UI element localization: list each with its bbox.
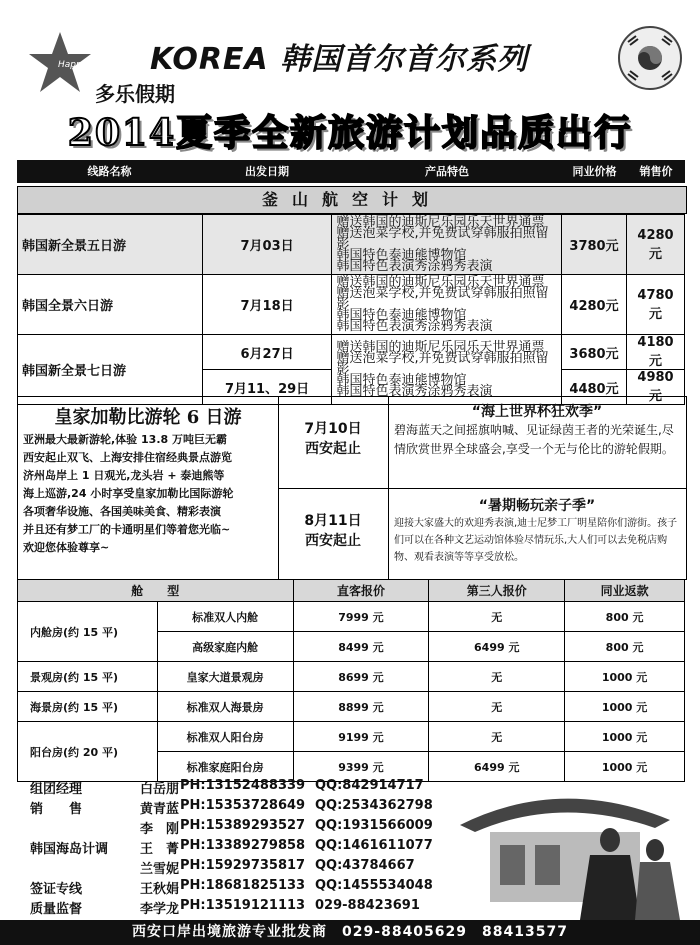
cabin-third: 6499 元 — [429, 752, 565, 782]
cabin-price: 8499 元 — [293, 632, 429, 662]
cabin-rebate: 1000 元 — [565, 692, 685, 722]
cabin-type: 标准家庭阳台房 — [157, 752, 293, 782]
peer-price: 4480元 — [562, 370, 627, 405]
peer-price: 4280元 — [562, 275, 627, 335]
cabin-third: 6499 元 — [429, 632, 565, 662]
cabin-third: 无 — [429, 722, 565, 752]
table-row — [18, 580, 685, 602]
korean-house-illustration-icon — [440, 770, 685, 920]
route-name: 韩国新全景七日游 — [18, 335, 203, 405]
cabin-rebate: 800 元 — [565, 602, 685, 632]
route-features: 赠送韩国的迪斯尼乐园乐天世界通票 赠送泡菜学校,并免费试穿韩服拍照留影 韩国特色泰迪熊博物馆 韩国特色表演秀涂鸦秀表演 — [332, 335, 562, 405]
cabin-price: 7999 元 — [293, 602, 429, 632]
cruise-departures — [278, 397, 389, 579]
cabin-group: 海景房(约 15 平) — [18, 692, 158, 722]
section-title: 釜山航空计划 — [17, 186, 687, 214]
brand-english: Happy Holiday — [58, 60, 124, 70]
cabin-rebate: 1000 元 — [565, 722, 685, 752]
route-name: 韩国全景六日游 — [18, 275, 203, 335]
table-row — [18, 662, 685, 692]
cabin-group: 内舱房(约 15 平) — [18, 602, 158, 662]
departure-2: 8月11日 西安起止 — [304, 513, 362, 549]
cruise-description: 亚洲最大最新游轮,体验 13.8 万吨巨无霸 西安起止双飞、上海安排住宿经典景点游览 济州岛岸上 1 日观光,龙头岩 + 泰迪熊等 海上巡游,24 小时享受皇家加勒比国际游轮 各项奢华设施、各国美味美食、精彩表演 并且还有梦工厂的卡通明星们等着您光临~ 欢迎您体验尊享~ — [23, 433, 234, 554]
cabin-type: 标准双人内舱 — [157, 602, 293, 632]
routes-table — [17, 214, 685, 405]
table-row — [18, 692, 685, 722]
promo-title: “海上世界杯狂欢季” — [471, 404, 603, 420]
sale-price: 4180元 — [627, 335, 685, 370]
header-route: 线路名称 — [87, 165, 132, 178]
cabin-group: 阳台房(约 20 平) — [18, 722, 158, 782]
cabin-price: 8699 元 — [293, 662, 429, 692]
cabin-price: 9399 元 — [293, 752, 429, 782]
cabin-price: 8899 元 — [293, 692, 429, 722]
header-rebate: 同业返款 — [565, 580, 685, 602]
promo-text: 碧海蓝天之间摇旗呐喊、见证绿茵王者的光荣诞生,尽情欣赏世界全球盛会,享受一个无与伦比的游轮假期。 — [394, 423, 674, 456]
header-third: 第三人报价 — [429, 580, 565, 602]
brand-name: 多乐假期 — [95, 82, 175, 106]
cabin-type: 皇家大道景观房 — [157, 662, 293, 692]
cabin-type: 标准双人海景房 — [157, 692, 293, 722]
cabin-group: 景观房(约 15 平) — [18, 662, 158, 692]
cabin-table — [17, 579, 685, 782]
cabin-rebate: 800 元 — [565, 632, 685, 662]
route-date: 7月18日 — [202, 275, 332, 335]
table-header — [17, 160, 685, 183]
route-date: 7月11、29日 — [202, 370, 332, 405]
promo-text: 迎接大家盛大的欢迎秀表演,迪士尼梦工厂明星陪你们游街。孩子们可以在各种文艺运动馆体验尽情玩乐,大人们可以去免税店购物、观看表演等等享受放松。 — [394, 518, 678, 563]
departure-1: 7月10日 西安起止 — [304, 421, 362, 457]
cabin-third: 无 — [429, 602, 565, 632]
header-peer-price: 同业价格 — [572, 165, 617, 178]
route-date: 6月27日 — [202, 335, 332, 370]
cabin-third: 无 — [429, 662, 565, 692]
table-row — [18, 602, 685, 632]
route-features: 赠送韩国的迪斯尼乐园乐天世界通票 赠送泡菜学校,并免费试穿韩服拍照留影 韩国特色泰迪熊博物馆 韩国特色表演秀涂鸦秀表演 — [332, 215, 562, 275]
peer-price: 3780元 — [562, 215, 627, 275]
table-row — [18, 335, 685, 370]
cabin-type: 高级家庭内舱 — [157, 632, 293, 662]
header-price: 直客报价 — [293, 580, 429, 602]
series-title: KOREA 韩国首尔首尔系列 — [150, 42, 529, 77]
peer-price: 3680元 — [562, 335, 627, 370]
cabin-price: 9199 元 — [293, 722, 429, 752]
table-row — [18, 215, 685, 275]
header-features: 产品特色 — [425, 165, 469, 178]
cabin-rebate: 1000 元 — [565, 752, 685, 782]
sale-price: 4980元 — [627, 370, 685, 405]
korea-flag-icon — [618, 26, 682, 90]
promo-title: “暑期畅玩亲子季” — [478, 498, 596, 514]
header-date: 出发日期 — [245, 165, 289, 178]
cabin-type: 标准双人阳台房 — [157, 722, 293, 752]
cruise-section — [17, 396, 687, 580]
cruise-intro — [18, 397, 279, 579]
header-cabin: 舱 型 — [18, 580, 294, 602]
sale-price: 4280元 — [627, 215, 685, 275]
route-date: 7月03日 — [202, 215, 332, 275]
sale-price: 4780元 — [627, 275, 685, 335]
footer-banner: 西安口岸出境旅游专业批发商 029-88405629 88413577 — [0, 920, 700, 945]
header-sale-price: 销售价 — [639, 165, 673, 178]
route-name: 韩国新全景五日游 — [18, 215, 203, 275]
table-row — [18, 722, 685, 752]
cruise-promos — [388, 397, 686, 579]
route-features: 赠送韩国的迪斯尼乐园乐天世界通票 赠送泡菜学校,并免费试穿韩服拍照留影 韩国特色泰迪熊博物馆 韩国特色表演秀涂鸦秀表演 — [332, 275, 562, 335]
cabin-rebate: 1000 元 — [565, 662, 685, 692]
cabin-third: 无 — [429, 692, 565, 722]
main-title: 2014夏季全新旅游计划品质出行 — [67, 112, 633, 154]
table-row — [18, 275, 685, 335]
cruise-title: 皇家加勒比游轮 6 日游 — [54, 407, 242, 428]
